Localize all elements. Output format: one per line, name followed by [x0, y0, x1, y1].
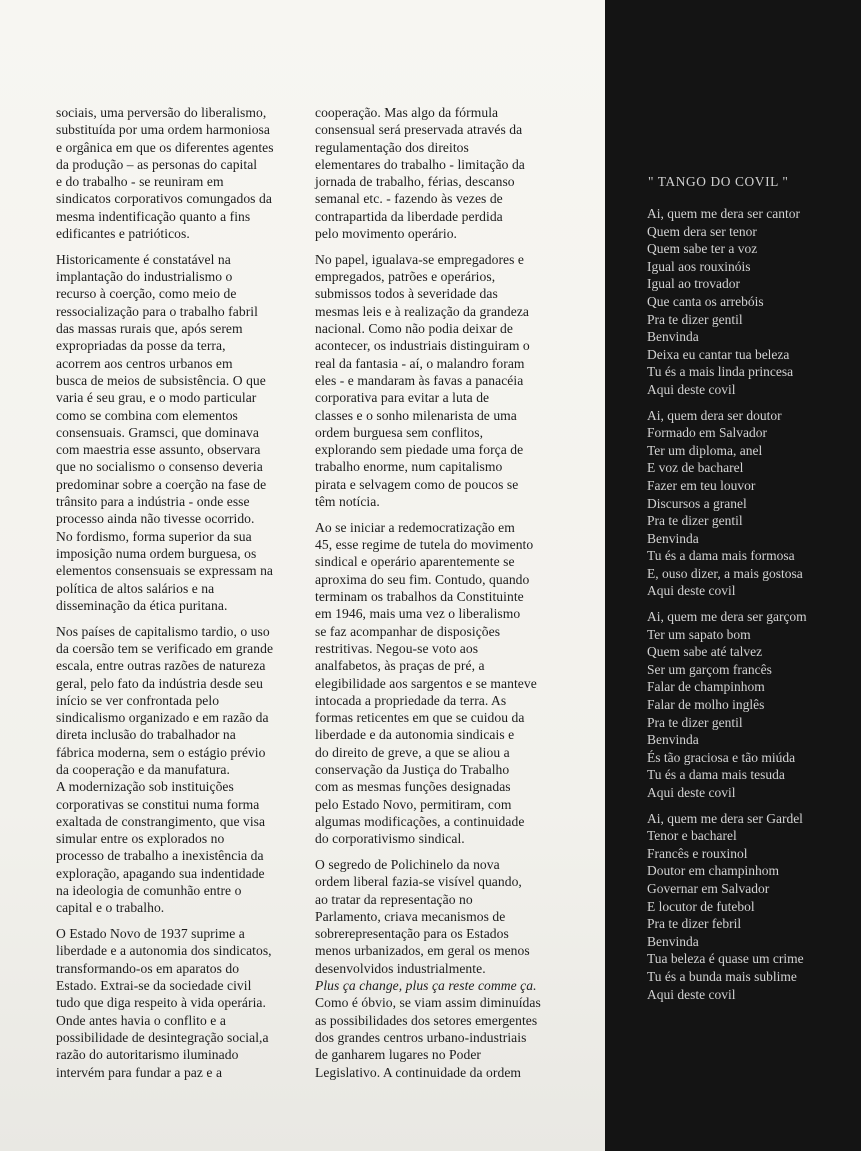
poem-line: E, ouso dizer, a mais gostosa — [647, 565, 803, 581]
poem-line: Ai, quem me dera ser Gardel — [647, 810, 803, 826]
poem-line: Doutor em champinhom — [647, 863, 779, 879]
poem-line: Ser um garçom francês — [647, 661, 772, 677]
poem-line: Benvinda — [647, 530, 699, 546]
poem-line: Governar em Salvador — [647, 880, 770, 896]
poem-title: " TANGO DO COVIL " — [648, 174, 789, 189]
text-column-left — [56, 104, 302, 1089]
paragraph: O Estado Novo de 1937 suprime a liberdade e a autonomia dos sindicatos, transformando-os em aparatos do Estado. Extrai-se da sociedade civil tudo que diga respeito à vida operária. Onde antes havia o conflito e a possibilidade de desintegração social,a razão do autoritarismo iluminado intervém para fundar a paz e a — [56, 926, 272, 1080]
paragraph: Historicamente é constatável na implantação do industrialismo o recurso à coerção, como meio de ressocialização para o trabalho fabril das massas rurais que, após serem expropriadas da posse da terra, acorrem aos centros urbanos em busca de meios de subsistência. O que varia é seu grau, e o modo particular como se combina com elementos consensuais. Gramsci, que dominava com maestria esse assunto, observara que no socialismo o consenso deveria predominar sobre a coerção na fase de trânsito para a indústria - onde esse processo ainda não tivesse ocorrido. No fordismo, forma superior da sua imposição numa ordem burguesa, os elementos consensuais se expressam na política de altos salários e na disseminação da ética puritana. — [56, 251, 274, 613]
paragraph: O segredo de Polichinelo da nova ordem liberal fazia-se visível quando, ao tratar da representação no Parlamento, criava mecanismos de sobrerepresentação para os Estados menos urbanizados, em geral os menos desenvolvidos industrialmente. — [315, 856, 530, 976]
poem-line: Aqui deste covil — [647, 583, 736, 599]
poem-line: Igual aos rouxinóis — [647, 258, 751, 274]
poem-line: Fazer em teu louvor — [647, 477, 756, 493]
poem-line: Aqui deste covil — [647, 986, 736, 1002]
poem-line: Falar de champinhom — [647, 679, 765, 695]
text-column-middle — [315, 104, 567, 1089]
poem-line: Ter um diploma, anel — [647, 442, 763, 458]
paragraph: sociais, uma perversão do liberalismo, substituída por uma ordem harmoniosa e orgânica em que os diferentes agentes da produção – as personas do capital e do trabalho - se reuniram em sindicatos corporativos comungados da mesma indentificação quanto a fins edificantes e patrióticos. — [56, 105, 274, 242]
poem-line: E voz de bacharel — [647, 460, 744, 476]
poem-line: Benvinda — [647, 329, 699, 345]
poem-line: Quem sabe ter a voz — [647, 241, 758, 257]
poem-line: E locutor de futebol — [647, 898, 755, 914]
paragraph: Como é óbvio, se viam assim diminuídas as possibilidades dos setores emergentes dos grandes centros urbano-industriais de ganharem lugares no Poder Legislativo. A continuidade da ordem — [315, 995, 541, 1080]
poem-line: Pra te dizer gentil — [647, 714, 743, 730]
poem-line: Tu és a dama mais tesuda — [647, 767, 785, 783]
poem-line: Tu és a bunda mais sublime — [647, 968, 797, 984]
poem-line: Ter um sapato bom — [647, 626, 751, 642]
paragraph: Nos países de capitalismo tardio, o uso da coersão tem se verificado em grande escala, entre outras razões de natureza geral, pelo fato da indústria desde seu início se ver confrontada pelo sindicalismo organizado e em razão da direta inclusão do trabalhador na fábrica moderna, sem o estágio prévio da cooperação e da manufatura. — [56, 623, 274, 777]
poem-line: Francês e rouxinol — [647, 845, 748, 861]
poem-stanza — [647, 205, 852, 399]
poem-line: Que canta os arrebóis — [647, 293, 764, 309]
poem-line: Benvinda — [647, 933, 699, 949]
poem-line: Pra te dizer febril — [647, 916, 742, 932]
poem-stanza — [647, 608, 852, 802]
paragraph: A modernização sob instituições corporativas se constitui numa forma exaltada de constrangimento, que visa simular entre os explorados no processo de trabalho a inexistência da exploração, apagando sua indentidade na ideologia de comunhão entre o capital e o trabalho. — [56, 779, 266, 916]
poem-line: Formado em Salvador — [647, 425, 767, 441]
poem-line: Discursos a granel — [647, 495, 747, 511]
poem-line: Pra te dizer gentil — [647, 513, 743, 529]
poem-line: Benvinda — [647, 732, 699, 748]
poem-line: Tu és a dama mais formosa — [647, 548, 795, 564]
poem-line: Ai, quem dera ser doutor — [647, 407, 782, 423]
poem-line: Quem dera ser tenor — [647, 223, 757, 239]
poem-line: Tu és a mais linda princesa — [647, 364, 794, 380]
poem-line: Tua beleza é quase um crime — [647, 951, 804, 967]
poem-line: Aqui deste covil — [647, 381, 736, 397]
poem-line: Ai, quem me dera ser cantor — [647, 206, 800, 221]
paragraph: Ao se iniciar a redemocratização em 45, esse regime de tutela do movimento sindical e operário aparentemente se aproxima do seu fim. Contudo, quando terminam os trabalhos da Constituinte em 1946, mais uma vez o liberalismo se faz acompanhar de disposições restritivas. Negou-se voto aos analfabetos, às praças de pré, a elegibilidade aos sargentos e se manteve intocada a propriedade da terra. As formas reticentes em que se cuidou da liberdade e da autonomia sindicais e do direito de greve, a que se aliou a conservação da Justiça do Trabalho com as mesmas funções designadas pelo Estado Novo, permitiram, com algumas modificações, a continuidade do corporativismo sindical. — [315, 519, 537, 847]
poem-line: Tenor e bacharel — [647, 828, 737, 844]
poem-line: Quem sabe até talvez — [647, 644, 763, 660]
poem-line: Deixa eu cantar tua beleza — [647, 346, 790, 362]
poem-line: Aqui deste covil — [647, 785, 736, 800]
quote-line: Plus ça change, plus ça reste comme ça. — [315, 978, 537, 994]
poem-line: És tão graciosa e tão miúda — [647, 749, 796, 765]
paragraph: No papel, igualava-se empregadores e empregados, patrões e operários, submissos todos à severidade das mesmas leis e à realização da grandeza nacional. Como não podia deixar de acontecer, os industriais distinguiram o real da fantasia - aí, o malandro foram eles - e mandaram às favas a panacéia corporativa para evitar a luta de classes e o sonho milenarista de uma ordem burguesa sem conflitos, explorando sem piedade uma força de trabalho enorme, num capitalismo pirata e selvagem como de poucos se têm notícia. — [315, 251, 530, 510]
poem-line: Pra te dizer gentil — [647, 311, 743, 327]
poem-line: Igual ao trovador — [647, 276, 740, 292]
poem-stanza — [647, 407, 852, 601]
poem-stanza — [647, 810, 852, 1004]
poem-line: Ai, quem me dera ser garçom — [647, 609, 807, 625]
poem-line: Falar de molho inglês — [647, 697, 765, 713]
poem-body — [647, 205, 852, 1011]
paragraph: cooperação. Mas algo da fórmula consensual será preservada através da regulamentação dos direitos elementares do trabalho - limitação da jornada de trabalho, férias, descanso semanal etc. - fazendo às vezes de contrapartida da liberdade perdida pelo movimento operário. — [315, 105, 525, 242]
